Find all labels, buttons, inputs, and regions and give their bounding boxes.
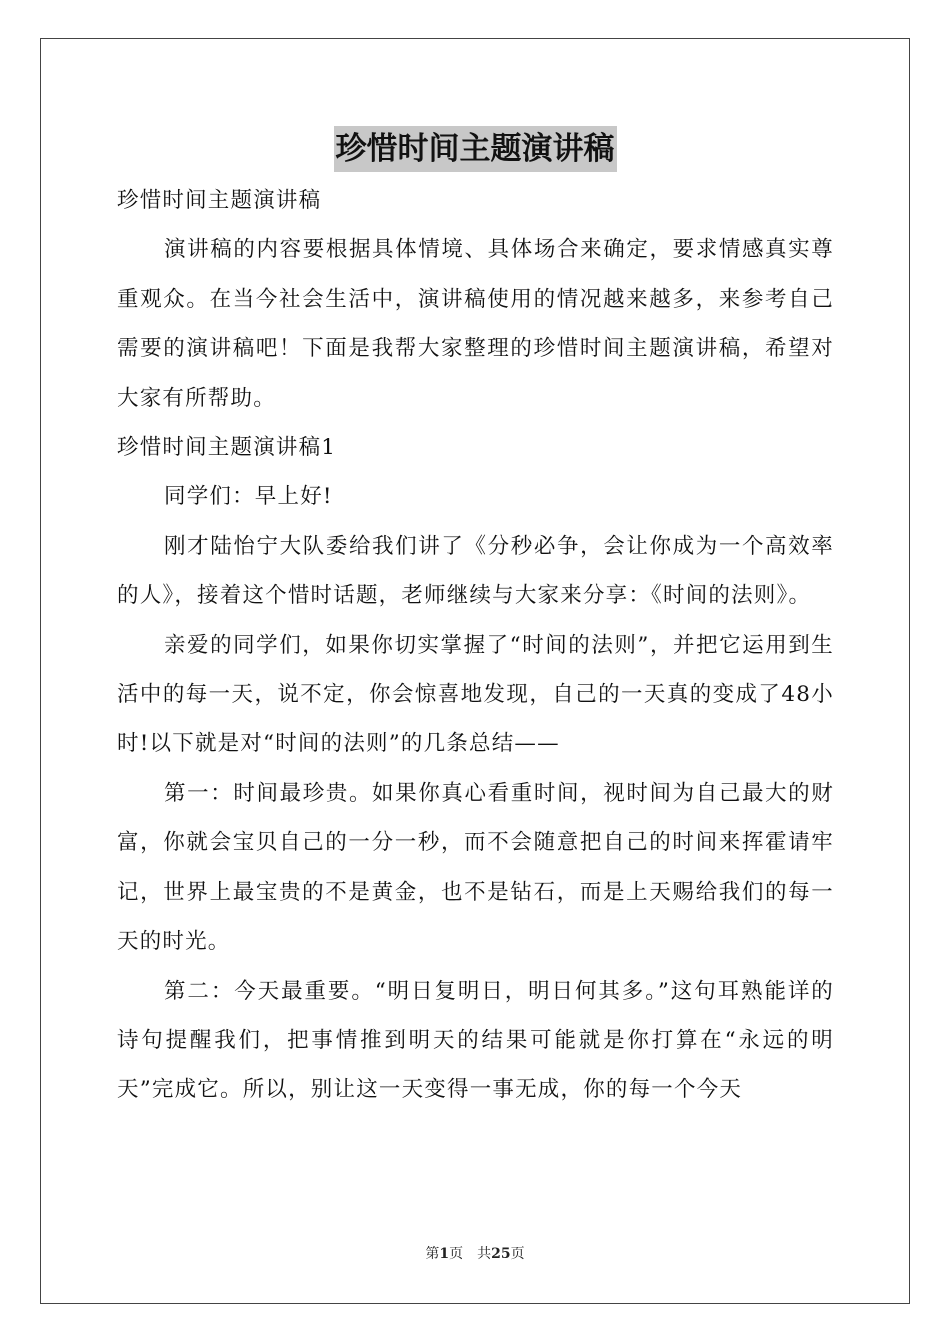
page-footer bbox=[0, 1244, 950, 1264]
paragraph: 同学们：早上好! bbox=[164, 484, 333, 510]
page-number-prefix: 第 bbox=[425, 1246, 440, 1262]
page-number-suffix: 页 bbox=[449, 1246, 464, 1262]
document-title: 珍惜时间主题演讲稿 bbox=[334, 126, 617, 172]
page-number-current: 1 bbox=[439, 1246, 450, 1262]
paragraph: 第二：今天最重要。“明日复明日，明日何其多。”这句耳熟能详的诗句提醒我们，把事情推到明天的结果可能就是你打算在“永远的明天”完成它。所以，别让这一天变得一事无成，你的每一个今天 bbox=[117, 978, 834, 1103]
paragraph: 亲爱的同学们，如果你切实掌握了“时间的法则”，并把它运用到生活中的每一天，说不定，你会惊喜地发现，自己的一天真的变成了48小时!以下就是对“时间的法则”的几条总结—— bbox=[117, 632, 834, 757]
page-total-suffix: 页 bbox=[510, 1246, 525, 1262]
document-body bbox=[117, 176, 834, 1115]
paragraph: 珍惜时间主题演讲稿1 bbox=[117, 435, 337, 461]
paragraph: 刚才陆怡宁大队委给我们讲了《分秒必争，会让你成为一个高效率的人》，接着这个惜时话题，老师继续与大家来分享：《时间的法则》。 bbox=[117, 533, 834, 609]
paragraph: 珍惜时间主题演讲稿 bbox=[117, 188, 322, 213]
title-container bbox=[0, 126, 950, 172]
page-total-prefix: 共 bbox=[477, 1246, 492, 1262]
paragraph: 演讲稿的内容要根据具体情境、具体场合来确定，要求情感真实尊重观众。在当今社会生活中，演讲稿使用的情况越来越多，来参考自己需要的演讲稿吧！下面是我帮大家整理的珍惜时间主题演讲稿，希望对大家有所帮助。 bbox=[117, 237, 834, 411]
paragraph: 第一：时间最珍贵。如果你真心看重时间，视时间为自己最大的财富，你就会宝贝自己的一分一秒，而不会随意把自己的时间来挥霍请牢记，世界上最宝贵的不是黄金，也不是钻石，而是上天赐给我们的每一天的时光。 bbox=[117, 780, 834, 955]
page-total: 25 bbox=[491, 1246, 511, 1262]
